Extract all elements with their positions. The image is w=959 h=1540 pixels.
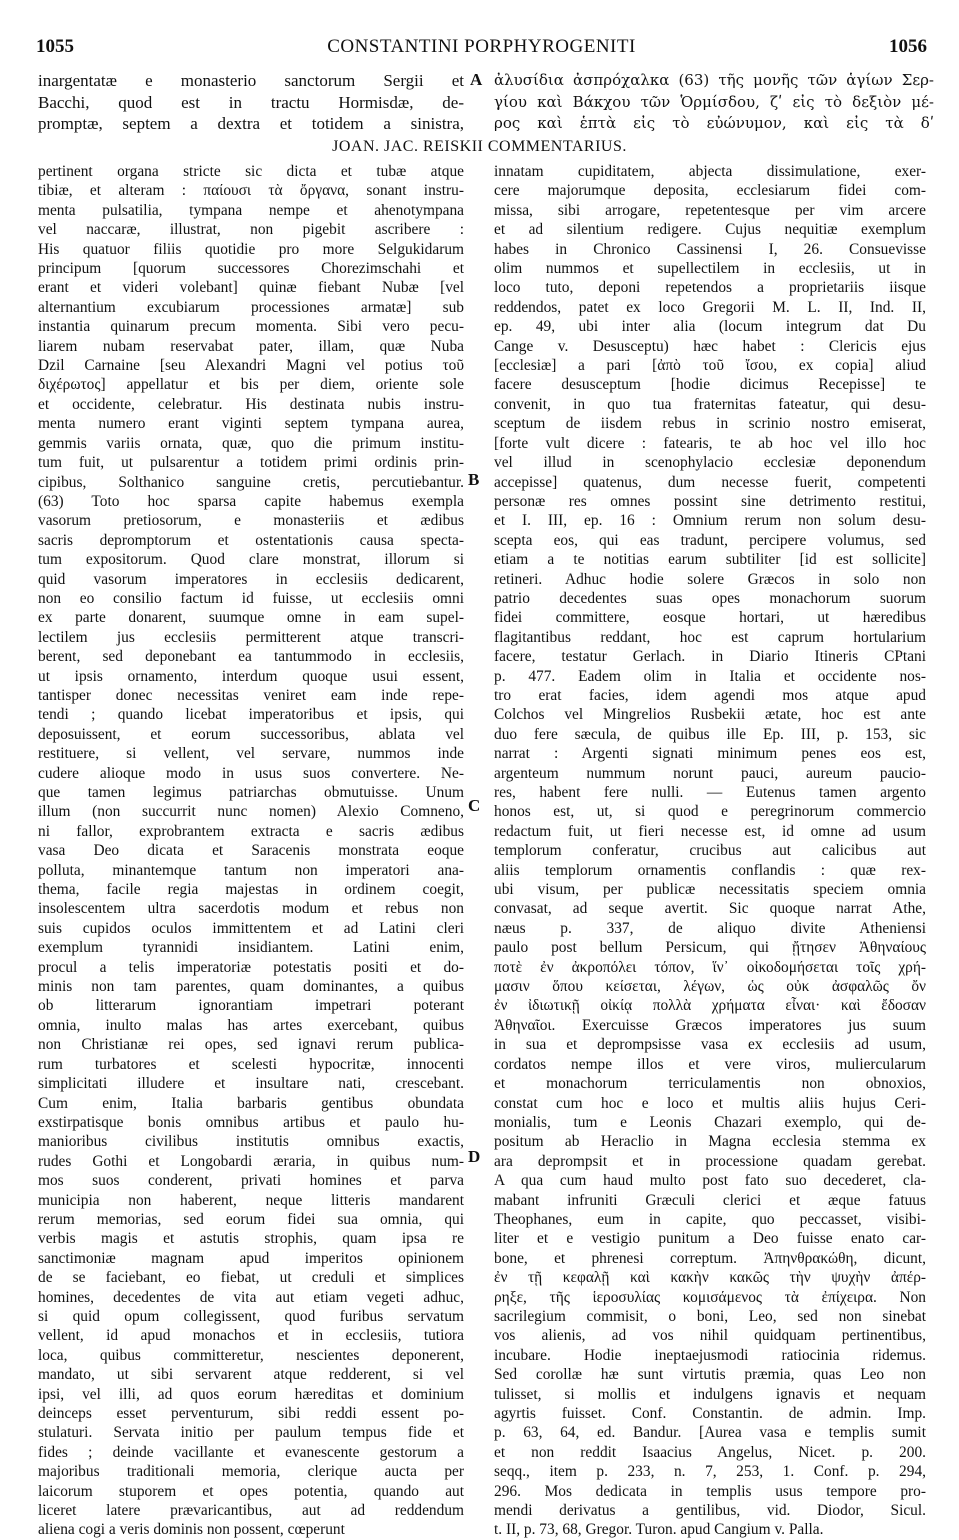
- text-line: cordatos nempe illos et vere viros, muliercularum: [494, 1055, 926, 1073]
- text-line: cudere alioque modo in usus suos convertere. Ne-: [38, 764, 464, 782]
- text-line: si quid opum collegissent, quod furibus servatum: [38, 1307, 464, 1325]
- text-line: non Christianæ rei opes, sed ignavi rerum publica-: [38, 1036, 464, 1054]
- text-line: ni fallor, exprobrantem extracta e sacris ædibus: [38, 822, 464, 840]
- text-line: ipsi, vel illi, ad quos eorum hæreditas et dominium: [38, 1385, 464, 1403]
- text-line: verbis magis et astutis strophis, quam ipsa re: [38, 1230, 464, 1248]
- text-line: et occidente, celebratur. His destinata nubis instru-: [38, 395, 464, 413]
- text-line: aliis templorum ornamentis conflandis : quæ rex-: [494, 861, 926, 879]
- text-line: constat cum hoc e loco et multis aliis hujus Ceri-: [494, 1094, 926, 1112]
- text-line: tibiæ, et alteram : παίουσι τὰ ὄργανα, sonant instru-: [38, 182, 464, 200]
- text-line: stulaturi. Servata initio per paulum tempus fide et: [38, 1424, 464, 1442]
- greek-line: ρος καὶ ἑπτὰ εἰς τὸ εὐώνυμον, καὶ εἰς τὰ δʹ: [494, 114, 934, 132]
- text-line: exstirpatisque bonis omnibus artibus et paulo hu-: [38, 1113, 464, 1131]
- text-line: [forte vult dicere : fatearis, te ab hoc vel illo hoc: [494, 434, 926, 452]
- text-line: mos suos conderent, privati homines et parva: [38, 1172, 464, 1190]
- text-line: lectilem jus ecclesiis permitterent atque transcri-: [38, 628, 464, 646]
- text-line: ep. 49, ubi inter alia (locum integrum dat Du: [494, 318, 926, 336]
- text-line: que tamen legimus patriarchas obmutuisse. Unum: [38, 784, 464, 801]
- text-line: διχέρωτος] appellatur et bis per diem, oriente sole: [38, 376, 464, 394]
- text-line: cere majorumque deposita, ecclesiarum fidei com-: [494, 182, 926, 200]
- text-line: argenteum nummum norunt pauci, aureum paucio-: [494, 764, 926, 782]
- text-line: ρηξε, τῆς ἱεροσυλίας κομισάμενος τὰ ἐπίχειρα. Non: [494, 1288, 926, 1306]
- text-line: incubare. Hodie ineptaejusmodi ratiocinia ridemus.: [494, 1346, 926, 1364]
- text-line: minis non tam parentes, quam dominantes, a quibus: [38, 978, 464, 996]
- text-line: næus p. 337, de aliquo divite Atheniensi: [494, 919, 926, 937]
- text-line: ara deprompsit et in processione quadam gerebat.: [494, 1152, 926, 1170]
- text-line: ex parte donarent, suumque omne in eam supel-: [38, 609, 464, 627]
- text-line: mendi derivatus a gentilibus, vid. Diodor, Sicul.: [494, 1502, 926, 1520]
- text-line: vos alienis, ad vos nihil quidquam pertinentibus,: [494, 1327, 926, 1345]
- text-line: homines, decedentes de vita aut etiam vegeti adhuc,: [38, 1288, 464, 1306]
- text-line: Ἀθηναῖοι. Exercuisse Græcos imperatores jus suum: [494, 1016, 926, 1034]
- text-line: instantia quinarum precum momenta. Sibi vero pecu-: [38, 318, 464, 336]
- text-line: convasat, ad seque avertit. Sic quoque narrat Athe,: [494, 900, 926, 918]
- text-line: aliena cogi a veris dominis non possent, cœperunt: [38, 1521, 345, 1539]
- text-line: quid vasorum imperatores in ecclesiis dedicarent,: [38, 570, 464, 588]
- text-line: de se faciebant, eo fiebat, ut creduli et simplices: [38, 1269, 464, 1287]
- text-line: flagitantibus reddant, hoc est caprum hortularium: [494, 628, 926, 646]
- latin-line: inargentatæ e monasterio sanctorum Sergii et: [38, 71, 464, 90]
- text-line: vasa Deo dicata et Saracenis monstrata eoque: [38, 842, 464, 860]
- text-line: ut ipsis ornamento, interdum quoque usui essent,: [38, 667, 464, 685]
- text-line: personæ res omnes possint sine detrimento restitui,: [494, 492, 926, 510]
- text-line: procul a telis imperatoriæ potestatis positi et do-: [38, 958, 464, 976]
- text-line: ἐν ἰδιωτικῇ οἰκίᾳ πολλὰ χρήματα εἶναι· καὶ ἔδοσαν: [494, 997, 926, 1015]
- greek-text-block: [494, 70, 934, 135]
- greek-line: ἀλυσίδια ἀσπρόχαλκα (63) τῆς μονῆς τῶν ἁγίων Σερ-: [494, 71, 934, 89]
- text-line: loco tuto, deponi repetendos a proprietariis iisque: [494, 279, 926, 297]
- text-line: Theophanes, eum in capite, quo peccasset, visibi-: [494, 1210, 926, 1228]
- text-line: liarem nubam reservabat pater, illam, quæ Nuba: [38, 337, 464, 355]
- text-line: innatam cupiditatem, abjecta dissimulatione, exer-: [494, 163, 926, 180]
- text-line: fidei committere, eosque hortari, ut hæredibus: [494, 609, 926, 627]
- text-line: (63) Toto hoc sparsa capite habemus exempla: [38, 492, 464, 510]
- text-line: municipia non haberent, neque litteris mandarent: [38, 1191, 464, 1209]
- text-line: rudes Gothi et Longobardi æraria, in quibus num-: [38, 1152, 464, 1170]
- text-line: His quatuor filiis quotidie pro more Selgukidarum: [38, 240, 464, 258]
- text-line: duo fere sæcula, de quibus ille Ep. III, p. 153, sic: [494, 725, 926, 743]
- text-line: etiam a te notitias earum subtiliter [id est sollicite]: [494, 551, 926, 569]
- text-line: [ecclesiæ] a pari [ἀπὸ τοῦ ἴσου, ex copia] aliud: [494, 357, 926, 375]
- running-title: CONSTANTINI PORPHYROGENITI: [327, 36, 636, 57]
- text-line: cipibus, Solthanico sanguine cretis, percutiebantur.: [38, 473, 464, 491]
- text-line: res, habent fere nulli. — Eutenus tamen argento: [494, 784, 926, 801]
- margin-marker-d: D: [468, 1147, 481, 1166]
- text-line: seqq., item p. 233, n. 7, 253, 1. Conf. p. 294,: [494, 1463, 926, 1481]
- text-line: tum fuit, ut pulsarentur a totidem primi ordinis prin-: [38, 454, 464, 472]
- text-line: Dzil Carnaine [seu Alexandri Magni vel potius τοῦ: [38, 357, 464, 375]
- text-line: sanctimoniæ magnam apud imperitos opinionem: [38, 1249, 464, 1267]
- latin-line: promptæ, septem a dextra et totidem a sinistra,: [38, 114, 464, 133]
- text-line: vel illud in scenophylacio ecclesiæ deponendum: [494, 454, 926, 472]
- commentary-heading: JOAN. JAC. REISKII COMMENTARIUS.: [332, 138, 627, 155]
- text-line: illum (non succurrit nunc nomen) Alexio Comneno,: [38, 803, 464, 821]
- text-line: restituere, si vellent, vel servare, nummos inde: [38, 745, 464, 763]
- text-line: tro erat facies, idem agendi mos atque apud: [494, 686, 926, 704]
- text-line: polluta, minantemque tantum non imperatori ana-: [38, 861, 464, 879]
- text-line: omnia, inulto malas has artes exercebant, quibus: [38, 1016, 464, 1034]
- margin-marker-a: A: [470, 70, 483, 89]
- text-line: tum expositorum. Quod clare monstrat, illorum si: [38, 551, 464, 569]
- text-line: scepta eos, qui eas tradunt, percipere volumus, sed: [494, 531, 926, 549]
- text-line: ἐν τῇ κεφαλῇ καὶ κακὴν κακῶς τὴν ψυχὴν ἀπέρ-: [494, 1269, 926, 1287]
- text-line: ποτὲ ἐν ἀκροπόλει τόπον, ἵν᾽ οἰκοδομήσεται τοῖς χρή-: [494, 958, 926, 976]
- text-line: accepisse] quatenus, dum necesse fuerit, competenti: [494, 473, 926, 491]
- text-line: 296. Mos dedicata in templis usus tempore pro-: [494, 1482, 926, 1500]
- text-line: menta numero erant viginti septem tympana aurea,: [38, 415, 464, 433]
- margin-marker-b: B: [468, 470, 480, 489]
- text-line: Sed corollæ hæ sunt virtutis præmia, quas Leo non: [494, 1366, 926, 1384]
- text-line: rum turbatores et scelesti hypocritæ, innocenti: [38, 1055, 464, 1073]
- commentary-left-column: [38, 162, 464, 1540]
- text-line: ob litterarum ignorantiam impetrari poterant: [38, 997, 464, 1015]
- text-line: suis cupidos oculos immittentem et ad Latini cleri: [38, 919, 464, 937]
- text-line: A qua cum haud multo post fato suo decederet, cla-: [494, 1172, 926, 1190]
- text-line: erant et videri volebant] quinæ fiebant Nubæ [vel: [38, 279, 464, 297]
- text-line: sacris depromptorum et ostentationis causa specta-: [38, 531, 464, 549]
- text-line: monialis, tum e Leonis Chazari exemplo, qui de-: [494, 1113, 926, 1131]
- text-line: et I. III, ep. 16 : Omnium rerum non solum desu-: [494, 512, 926, 530]
- text-line: et ad silentium redigere. Cujus nequitiæ exemplum: [494, 221, 926, 239]
- text-line: μασιν ὅπου κείσεται, λέγων, ὡς οὐκ ἀσφαλῶς ὄν: [494, 978, 926, 996]
- text-line: liceret latere prævaricantibus, aut ad reddendum: [38, 1502, 464, 1520]
- text-line: menta pulsatilia, tympana nempe et ahenotympana: [38, 201, 464, 219]
- text-line: simplicitati illudere et insultare nati, crescebant.: [38, 1075, 464, 1093]
- text-line: fides ; deinde vacillante et evanescente gestorum a: [38, 1443, 464, 1461]
- running-header: [36, 36, 927, 60]
- text-line: vasorum pretiosorum, e monasteriis et ædibus: [38, 512, 464, 530]
- text-line: rerum memorias, sed eorum fidei sua omnia, qui: [38, 1210, 464, 1228]
- text-line: et monachorum terriculamentis non obnoxios,: [494, 1075, 926, 1093]
- text-line: insolescentem ultra sacerdotis modum et rebus non: [38, 900, 464, 918]
- text-line: retineri. Adhuc hodie solere Græcos in solo non: [494, 570, 926, 588]
- text-line: sceptum de iisdem rebus in scrinio nostro emiserat,: [494, 415, 926, 433]
- text-line: et non reddit Isaacius Angelus, Nicet. p. 200.: [494, 1443, 926, 1461]
- text-line: agyrtis fuisset. Conf. Constantin. de admin. Imp.: [494, 1405, 926, 1422]
- text-line: tulisset, si mollis et indulgens ignavis et nequam: [494, 1385, 926, 1403]
- latin-line: Bacchi, quod est in tractu Hormisdæ, de-: [38, 92, 464, 112]
- text-line: laicorum stuporem et opes potentia, quando aut: [38, 1482, 464, 1500]
- text-line: Cange v. Desusceptu) hæc habet : Clericis ejus: [494, 337, 926, 355]
- text-line: honos est, ut, si quod e peregrinorum commercio: [494, 803, 926, 821]
- commentary-right-column: [494, 162, 926, 1540]
- text-line: t. II, p. 73, 68, Gregor. Turon. apud Cangium v. Palla.: [494, 1521, 824, 1539]
- text-line: exemplum tyrannidi insidiantem. Latini enim,: [38, 939, 464, 957]
- text-line: alternantium excubiarum processiones armatæ] sub: [38, 298, 464, 316]
- text-line: p. 477. Eadem olim in Italia et occidente nos-: [494, 667, 926, 685]
- text-line: p. 63, 64, ed. Bandur. [Aurea vasa e templis sumit: [494, 1424, 926, 1442]
- text-line: missa, sibi arrogare, repetentesque per vim arcere: [494, 201, 926, 219]
- text-line: redactum fuit, ut fieri necesse est, id omne ad usum: [494, 822, 926, 840]
- text-line: loca, quibus committeretur, nescientes deponerent,: [38, 1346, 464, 1364]
- text-line: deposuissent, et eorum successoribus, ablata vel: [38, 725, 464, 743]
- text-line: paulo post bellum Persicum, qui ᾔτησεν Ἀθηναίους: [494, 939, 926, 957]
- text-line: thema, facile regia majestas in ordinem coegit,: [38, 881, 464, 899]
- text-line: tantisper donec necessitas veniret eam inde repe-: [38, 686, 464, 704]
- text-line: convenit, in quo tua fraternitas fateatur, qui desu-: [494, 395, 926, 413]
- text-line: patrio decedentes suas opes monachorum suorum: [494, 589, 926, 607]
- text-line: mandato, ut sibi servarent atque redderent, si vel: [38, 1366, 464, 1384]
- margin-marker-c: C: [468, 796, 481, 815]
- text-line: vellent, id apud monachos et in ecclesiis, tutiora: [38, 1327, 464, 1345]
- text-line: vel naccaræ, illustrat, non pigebit ascribere :: [38, 221, 464, 239]
- text-line: non eo consilio factum id fuisse, ut ecclesiis omni: [38, 589, 464, 607]
- text-line: in sua et deprompsisse vasa ex ecclesiis ad usum,: [494, 1036, 926, 1054]
- text-line: mabant infruniti Græculi clerici et æque fatuus: [494, 1191, 926, 1209]
- text-line: olim nummos et supellectilem in ecclesiis, ut in: [494, 260, 926, 278]
- text-line: Colchos vel Mingrelios Rusbekii ætate, hoc est ante: [494, 706, 926, 724]
- text-line: facere, testatur Gerlach. in Diario Itineris CPtani: [494, 648, 926, 666]
- text-line: deinceps esset perventurum, sibi reddi essent po-: [38, 1405, 464, 1422]
- text-line: narrat : Argenti signati minimum penes eos est,: [494, 745, 926, 763]
- greek-line: γίου καὶ Βάκχου τῶν Ὁρμίσδου, ζʹ εἰς τὸ δεξιὸν μέ-: [494, 92, 934, 111]
- page-number-left: 1055: [36, 36, 74, 57]
- text-line: reddendos, patet ex loco Gregorii M. L. II, Ind. II,: [494, 298, 926, 316]
- text-line: facere desusceptum [hodie dicimus Recepisse] te: [494, 376, 926, 394]
- text-line: principum [quorum successores Chorezimschahi et: [38, 260, 464, 278]
- text-line: bone, et phrenesi correptum. Ἀπηνθρακώθη, dicunt,: [494, 1249, 926, 1267]
- text-line: manioribus civilibus institutis omnibus exactis,: [38, 1133, 464, 1151]
- text-line: gemmis variis ornata, quæ, quo die primum institu-: [38, 434, 464, 452]
- text-line: ubi visum, per publicæ necessitatis speciem omnia: [494, 881, 926, 899]
- text-line: liter et e vestigio punitum a Deo fuisse enato car-: [494, 1230, 926, 1248]
- text-line: pertinent organa stricte sic dicta et tubæ atque: [38, 163, 464, 180]
- text-line: templorum conferatur, crucibus aut calicibus aut: [494, 842, 926, 860]
- text-line: sacrilegium commisit, o boni, Leo, sed non sinebat: [494, 1307, 926, 1325]
- text-line: positum ab Heraclio in Magna ecclesia stemma ex: [494, 1133, 926, 1151]
- text-line: Cum enim, Italia barbaris gentibus obundata: [38, 1094, 464, 1112]
- latin-translation-block: [38, 70, 464, 135]
- text-line: tendi ; quando licebat imperatoribus et ipsis, qui: [38, 706, 464, 724]
- text-line: habes in Chronico Cassinensi I, 26. Consuevisse: [494, 240, 926, 258]
- text-line: majoribus traditionali memoria, clerique aucta per: [38, 1463, 464, 1481]
- page-number-right: 1056: [889, 36, 927, 57]
- text-line: berent, sed deponebant ea tantummodo in ecclesiis,: [38, 648, 464, 666]
